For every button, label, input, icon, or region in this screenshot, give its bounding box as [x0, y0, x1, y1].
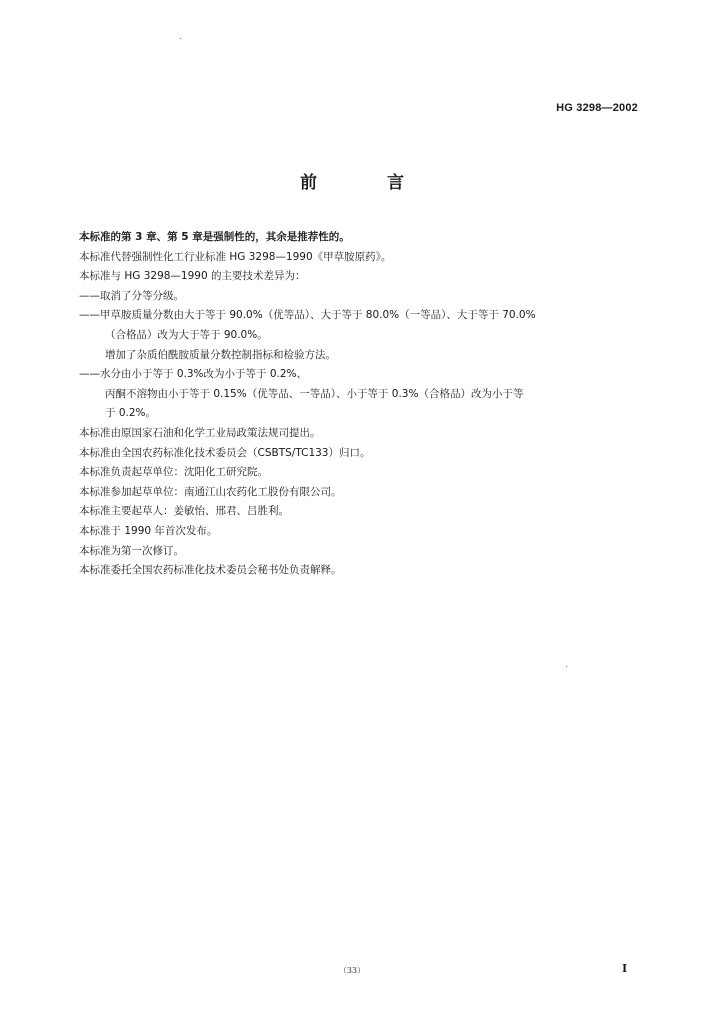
- paragraph-line: 本标准负责起草单位：沈阳化工研究院。: [79, 466, 268, 479]
- scan-speck: [180, 38, 181, 39]
- paragraph-line: 本标准参加起草单位：南通江山农药化工股份有限公司。: [79, 485, 342, 498]
- paragraph-line: 本标准由全国农药标准化技术委员会（CSBTS/TC133）归口。: [79, 446, 371, 459]
- paragraph-line: 本标准的第 3 章、第 5 章是强制性的，其余是推荐性的。: [79, 231, 350, 243]
- scan-speck: [566, 666, 567, 667]
- list-item-continuation: 于 0.2%。: [105, 407, 157, 420]
- paragraph-line: 本标准于 1990 年首次发布。: [79, 524, 218, 537]
- list-item-continuation: 增加了杂质伯酰胺质量分数控制指标和检验方法。: [105, 348, 336, 361]
- paragraph-line: 本标准委托全国农药标准化技术委员会秘书处负责解释。: [79, 564, 342, 577]
- paragraph-line: 本标准主要起草人：姜敏怡、邢君、吕胜利。: [79, 505, 289, 518]
- paragraph-line: 本标准代替强制性化工行业标准 HG 3298—1990《甲草胺原药》。: [79, 250, 392, 263]
- paragraph-line: 本标准为第一次修订。: [79, 544, 184, 557]
- foreword-body: [79, 228, 649, 581]
- list-item: ——甲草胺质量分数由大于等于 90.0%（优等品）、大于等于 80.0%（一等品）、大于等于 70.0%: [79, 309, 536, 322]
- list-item: ——取消了分等分级。: [79, 289, 184, 302]
- list-item: ——水分由小于等于 0.3%改为小于等于 0.2%、: [79, 368, 308, 381]
- roman-page-number: I: [622, 962, 628, 975]
- paragraph-line: 本标准与 HG 3298—1990 的主要技术差异为：: [79, 270, 306, 283]
- standard-code: HG 3298—2002: [556, 102, 638, 114]
- list-item-continuation: （合格品）改为大于等于 90.0%。: [105, 328, 268, 341]
- page-marker: （33）: [338, 966, 366, 975]
- paragraph-line: 本标准由原国家石油和化学工业局政策法规司提出。: [79, 426, 321, 439]
- list-item-continuation: 丙酮不溶物由小于等于 0.15%（优等品、一等品）、小于等于 0.3%（合格品）改为小于等: [105, 387, 524, 400]
- page-title: 前 言: [300, 173, 436, 193]
